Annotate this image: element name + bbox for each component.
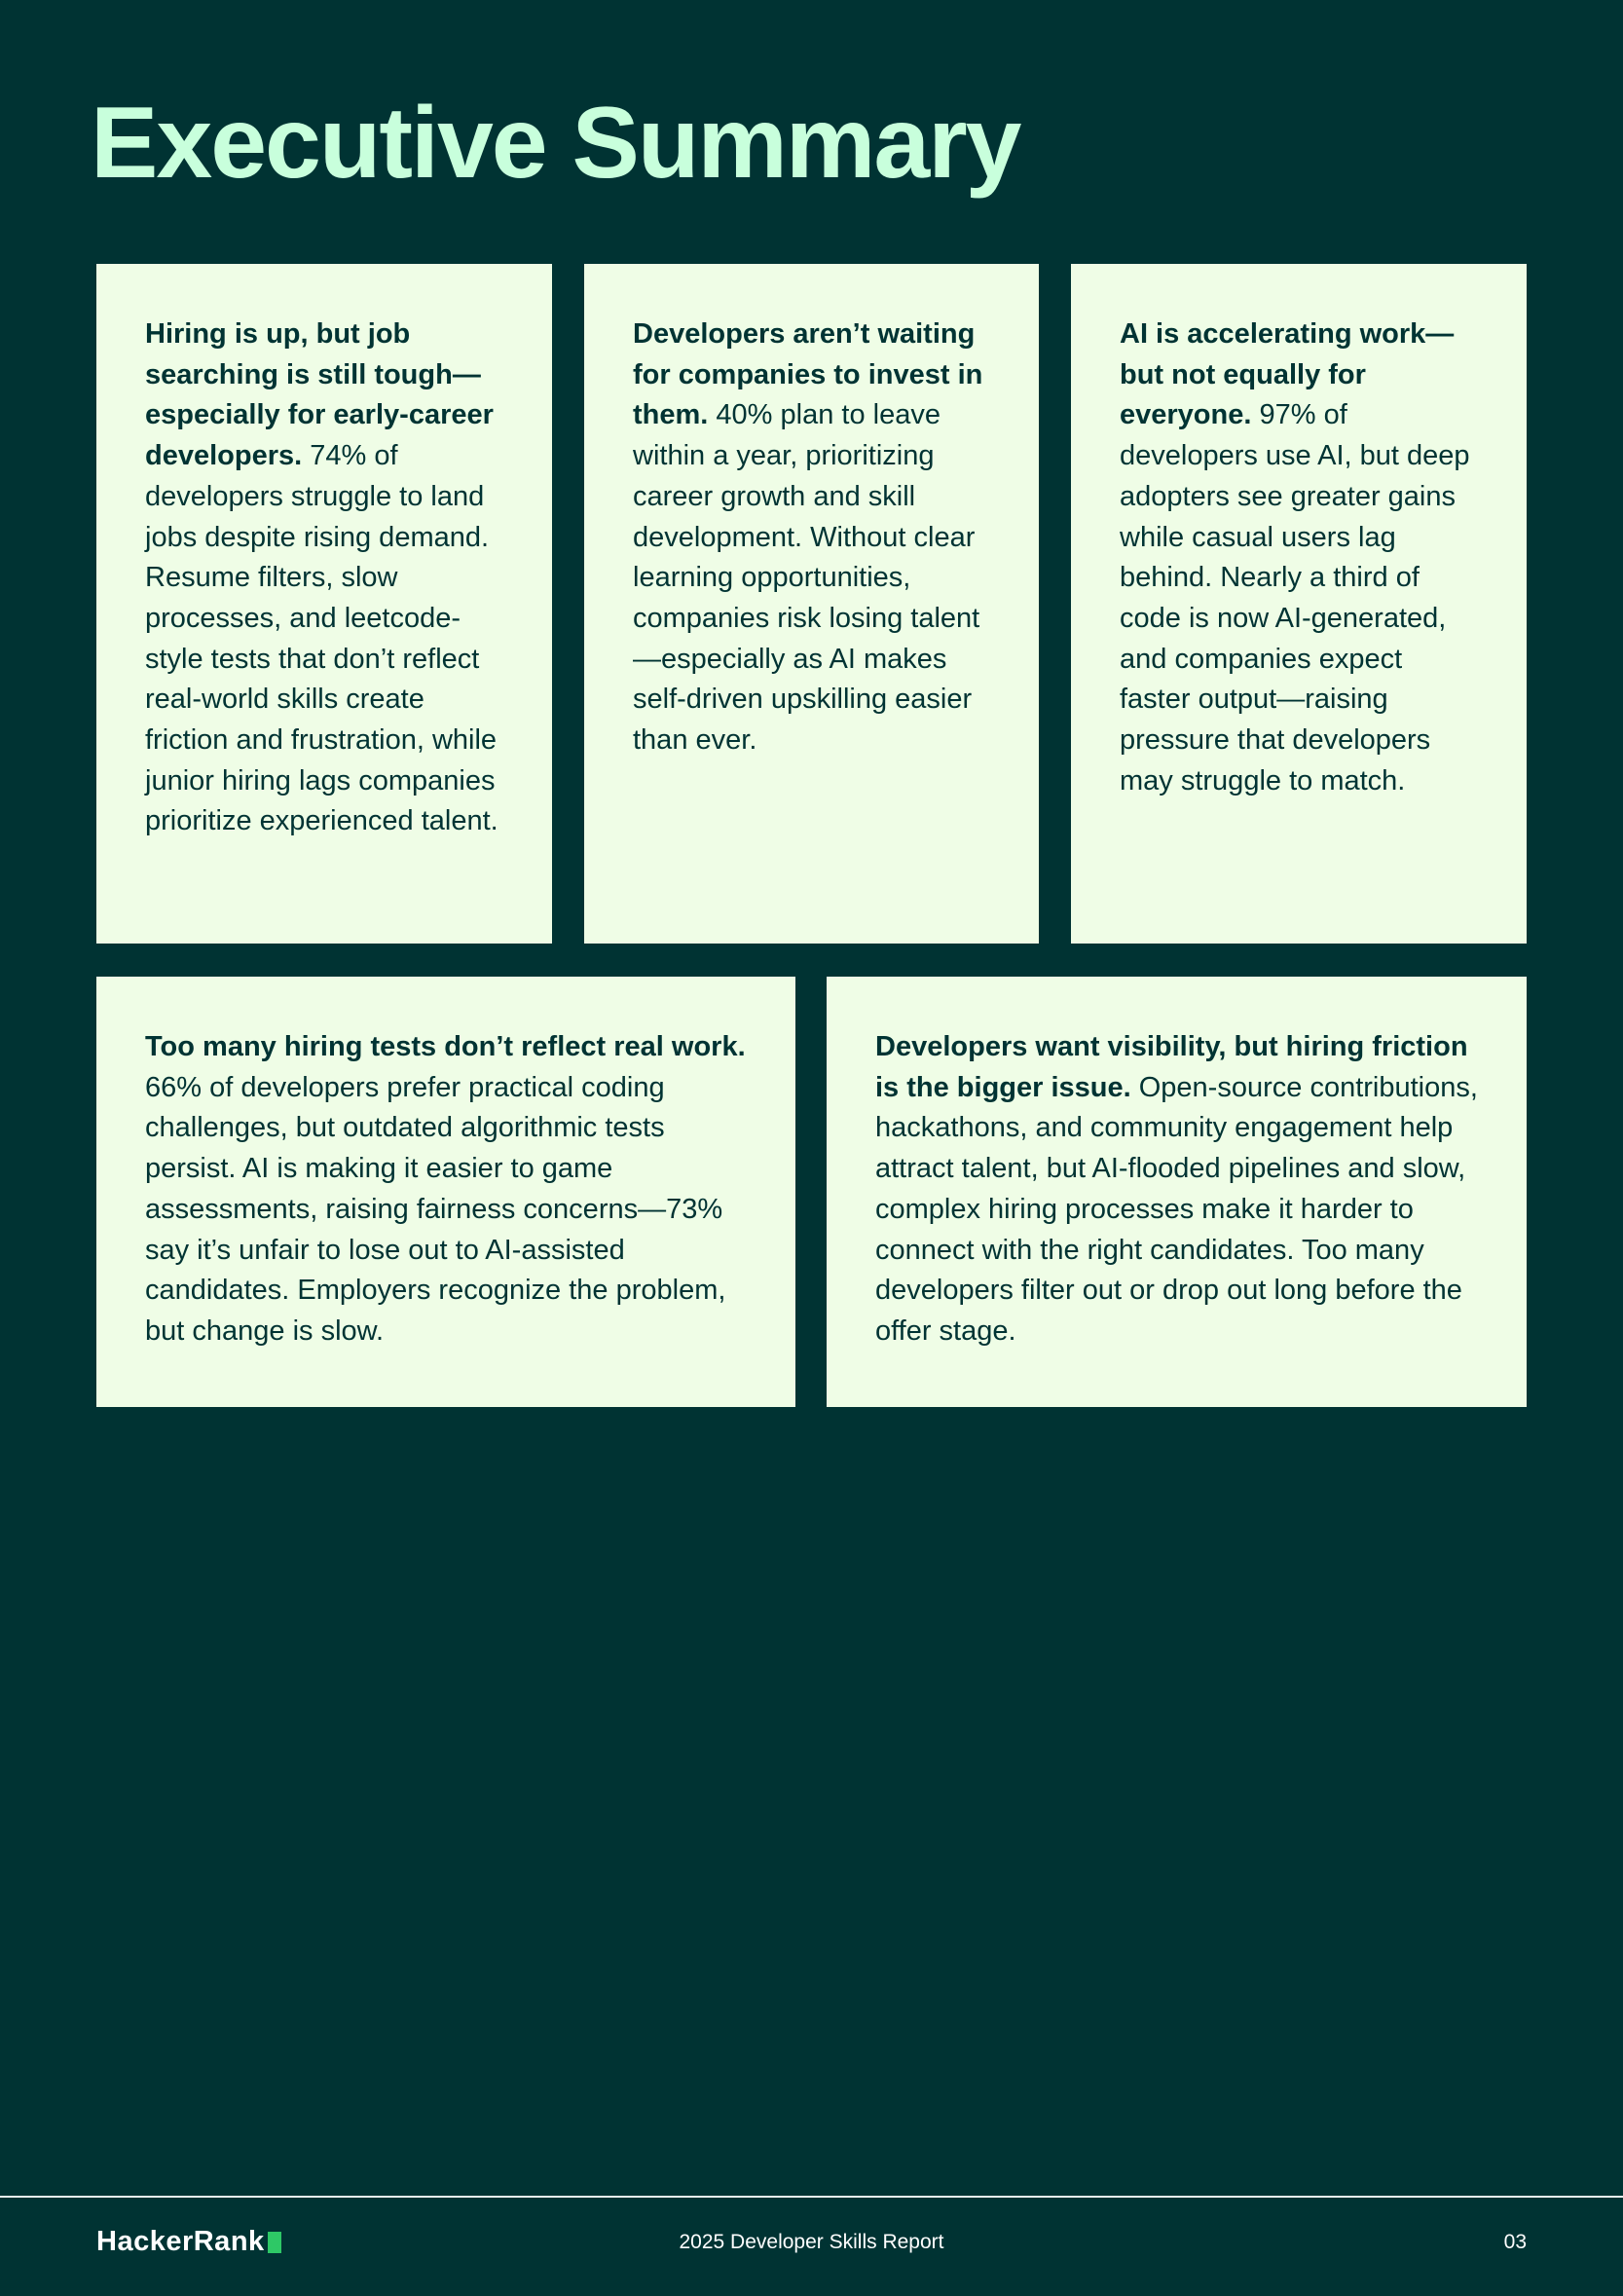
card-lead: Developers want visibility, but hiring friction is the bigger issue. [875, 1031, 1468, 1103]
report-title: 2025 Developer Skills Report [679, 2231, 944, 2253]
page-title: Executive Summary [91, 87, 1020, 200]
summary-card-hiring-tests [96, 977, 795, 1407]
card-body: Open-source contributions, hackathons, and community engagement help attract talent, but AI-flooded pipelines and slow, complex hiring processes make it harder to connect with the right candidates. Too many developers filter out or drop out long before the offer stage. [875, 1071, 1478, 1347]
logo-wordmark: HackerRank [96, 2226, 265, 2257]
footer-divider [0, 2196, 1623, 2198]
page-number: 03 [1503, 2231, 1527, 2253]
card-lead: AI is accelerating work—but not equally for everyone. [1120, 318, 1455, 431]
card-lead: Too many hiring tests don’t reflect real work. [145, 1031, 746, 1062]
card-body: 40% plan to leave within a year, prioritizing career growth and skill development. Without clear learning opportunities, companies risk losing talent —especially as AI makes self-driven upskilling easier than ever. [633, 399, 980, 757]
card-paragraph [145, 315, 503, 842]
card-body: 66% of developers prefer practical coding challenges, but outdated algorithmic tests persist. AI is making it easier to game assessments, raising fairness concerns—73% say it’s unfair to lose out to AI-assisted candidates. Employers recognize the problem, but change is slow. [145, 1071, 726, 1347]
summary-card-career-growth [584, 264, 1039, 944]
card-body: 74% of developers struggle to land jobs despite rising demand. Resume filters, slow processes, and leetcode-style tests that don’t reflect real-world skills create friction and frustration, while junior hiring lags companies prioritize experienced talent. [145, 440, 498, 837]
card-paragraph [1120, 315, 1478, 801]
summary-card-job-search [96, 264, 552, 944]
card-lead: Hiring is up, but job searching is still tough—especially for early-career developers. [145, 318, 494, 472]
summary-card-ai-acceleration [1071, 264, 1527, 944]
card-paragraph [145, 1027, 747, 1352]
card-lead: Developers aren’t waiting for companies to invest in them. [633, 318, 983, 431]
card-paragraph [633, 315, 990, 761]
summary-card-hiring-friction [827, 977, 1527, 1407]
card-body: 97% of developers use AI, but deep adopters see greater gains while casual users lag behind. Nearly a third of code is now AI-generated, and companies expect faster output—raising pressure that developers may struggle to match. [1120, 399, 1470, 796]
card-paragraph [875, 1027, 1478, 1352]
